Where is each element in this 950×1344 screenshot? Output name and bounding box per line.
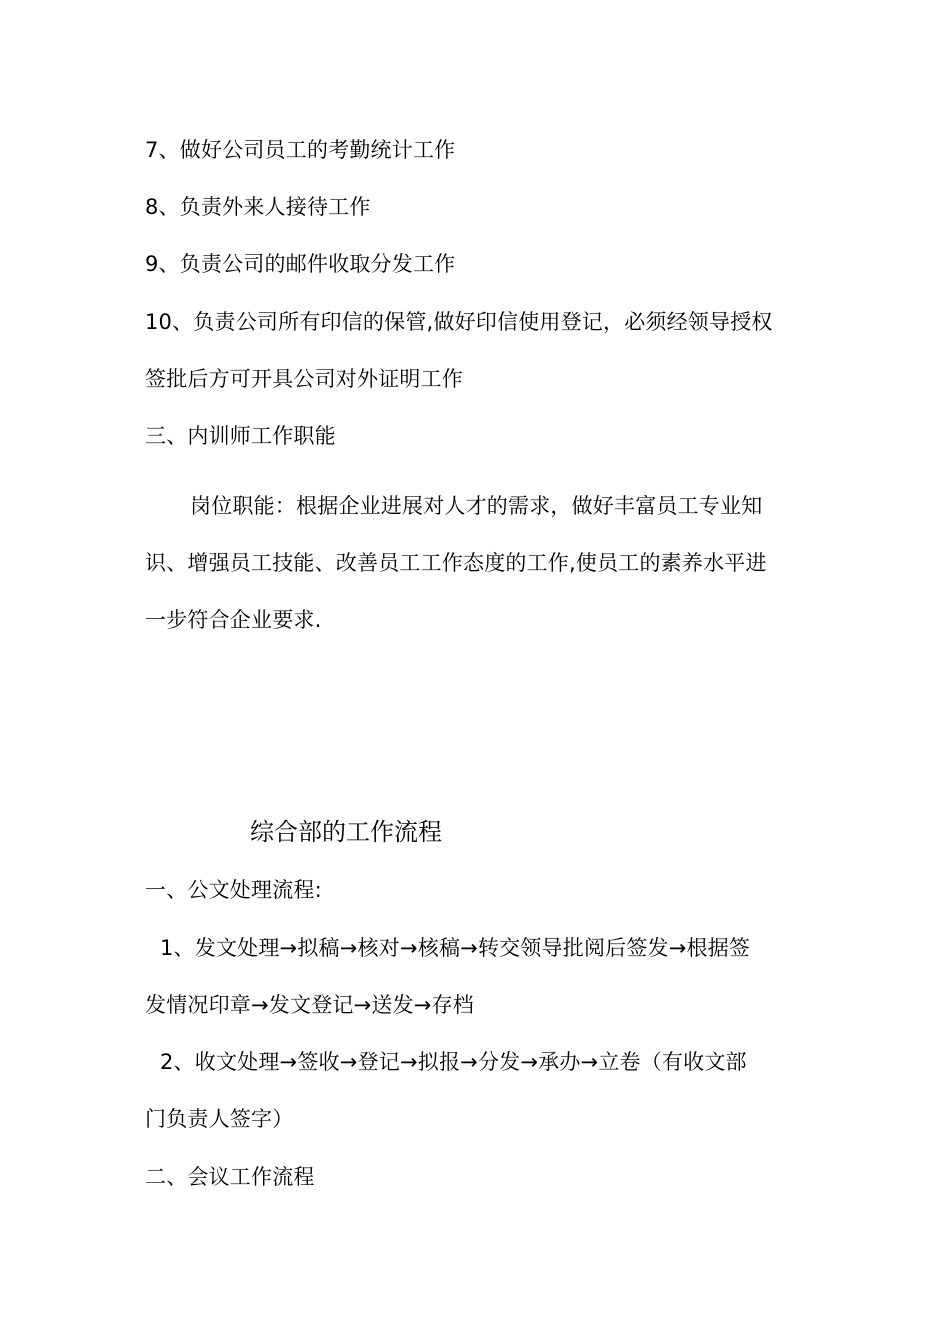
list-item-7: 7、做好公司员工的考勤统计工作 (145, 138, 456, 162)
section-heading-meeting-flow: 二、会议工作流程 (145, 1165, 315, 1189)
list-item-10-continuation: 签批后方可开具公司对外证明工作 (145, 367, 463, 391)
flow-line-1: 1、发文处理→拟稿→核对→核稿→转交领导批阅后签发→根据签 (160, 936, 751, 960)
paragraph-line-3: 一步符合企业要求. (145, 608, 322, 632)
list-item-9: 9、负责公司的邮件收取分发工作 (145, 252, 456, 276)
paragraph-line-2: 识、增强员工技能、改善员工工作态度的工作,使员工的素养水平进 (145, 551, 767, 575)
paragraph-line-1: 岗位职能：根据企业进展对人才的需求，做好丰富员工专业知 (190, 494, 763, 518)
section-heading-trainer: 三、内训师工作职能 (145, 424, 336, 448)
section-heading-document-flow: 一、公文处理流程: (145, 878, 322, 902)
list-item-10: 10、负责公司所有印信的保管,做好印信使用登记，必须经领导授权 (145, 310, 773, 334)
page-title: 综合部的工作流程 (250, 818, 442, 846)
flow-line-2: 发情况印章→发文登记→送发→存档 (145, 993, 474, 1017)
flow-line-3: 2、收文处理→签收→登记→拟报→分发→承办→立卷（有收文部 (160, 1050, 747, 1074)
flow-line-4: 门负责人签字） (145, 1107, 294, 1131)
list-item-8: 8、负责外来人接待工作 (145, 195, 371, 219)
